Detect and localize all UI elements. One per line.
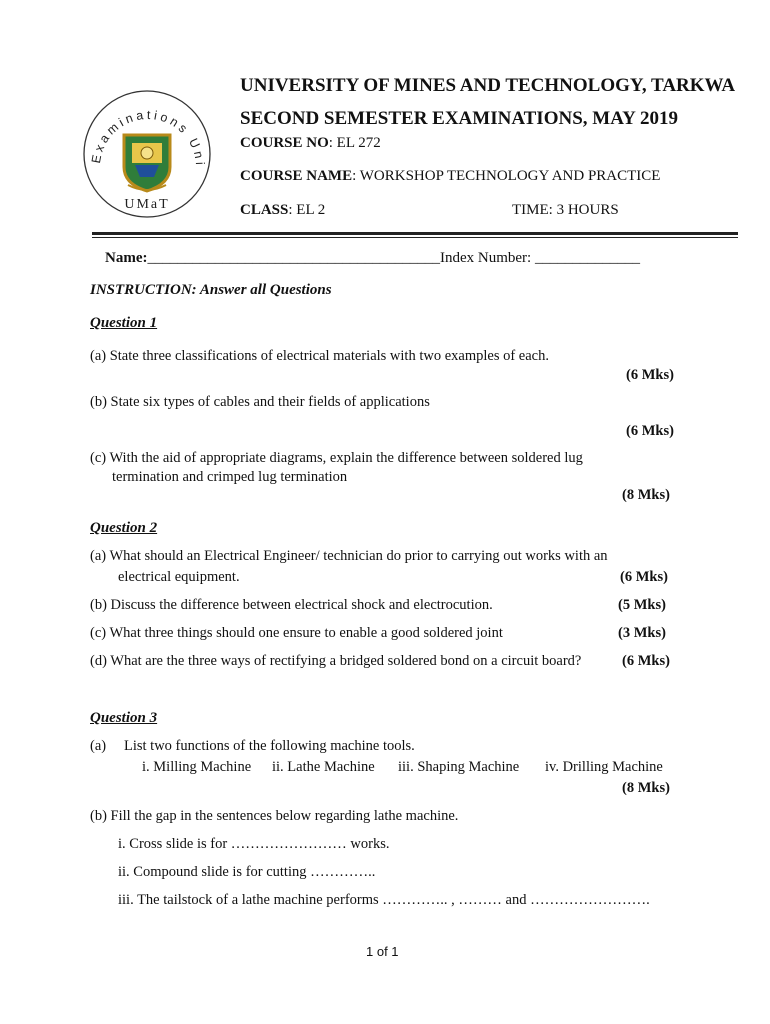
- course-name-label: COURSE NAME: [240, 168, 353, 184]
- time-label: TIME:: [512, 202, 553, 218]
- question-2-title: Question 2: [90, 520, 158, 536]
- q3-b-item-i: i. Cross slide is for …………………… works.: [118, 836, 390, 852]
- instruction: INSTRUCTION: Answer all Questions: [90, 282, 332, 298]
- time-value: 3 HOURS: [556, 202, 619, 218]
- exam-title: SECOND SEMESTER EXAMINATIONS, MAY 2019: [240, 108, 678, 129]
- q3-tool-4: iv. Drilling Machine: [545, 759, 663, 775]
- logo-bottom-text: UMaT: [124, 197, 170, 212]
- course-no-value: : EL 272: [328, 135, 381, 151]
- q2-a-marks: (6 Mks): [620, 569, 668, 585]
- q3-tool-1: i. Milling Machine: [142, 759, 252, 775]
- q1-b-marks: (6 Mks): [626, 423, 674, 439]
- class: [240, 202, 325, 219]
- course-no: [240, 135, 381, 152]
- q2-part-a-line2: electrical equipment.: [118, 569, 240, 585]
- q2-b-marks: (5 Mks): [618, 597, 666, 613]
- question-3-title: Question 3: [90, 710, 158, 726]
- university-title: UNIVERSITY OF MINES AND TECHNOLOGY, TARKWA: [240, 75, 736, 96]
- name-blank: _______________________________________: [147, 250, 440, 266]
- page-number: 1 of 1: [366, 944, 399, 959]
- q2-c-marks: (3 Mks): [618, 625, 666, 641]
- q3-b-item-ii: ii. Compound slide is for cutting …………..: [118, 864, 376, 880]
- q3-a-marks: (8 Mks): [622, 780, 670, 796]
- q3-b-item-iii: iii. The tailstock of a lathe machine performs ………….. , ……… and …………………….: [118, 892, 650, 908]
- course-name: [240, 168, 660, 185]
- q3-tool-3: iii. Shaping Machine: [398, 759, 520, 775]
- header-rule-thick: [92, 232, 738, 235]
- question-1-title: Question 1: [90, 315, 158, 331]
- university-logo: [80, 87, 214, 221]
- index-blank: ______________: [534, 250, 640, 266]
- q2-part-d: (d) What are the three ways of rectifying a bridged soldered bond on a circuit board?: [90, 653, 582, 669]
- q2-part-b: (b) Discuss the difference between electrical shock and electrocution.: [90, 597, 493, 613]
- q3-part-b: (b) Fill the gap in the sentences below regarding lathe machine.: [90, 808, 459, 824]
- name-line: [105, 250, 640, 267]
- q1-part-c-line1: (c) With the aid of appropriate diagrams, explain the difference between soldered lug: [90, 450, 583, 466]
- q1-part-c-line2: termination and crimped lug termination: [112, 469, 348, 485]
- header-rule-thin: [92, 237, 738, 238]
- q1-c-marks: (8 Mks): [622, 487, 670, 503]
- q2-part-c: (c) What three things should one ensure to enable a good soldered joint: [90, 625, 503, 641]
- class-value: : EL 2: [288, 202, 326, 218]
- q1-part-a: (a) State three classifications of electrical materials with two examples of each.: [90, 348, 549, 364]
- q3-part-a: List two functions of the following machine tools.: [124, 738, 415, 754]
- q1-a-marks: (6 Mks): [626, 367, 674, 383]
- q1-part-b: (b) State six types of cables and their fields of applications: [90, 394, 430, 410]
- name-label: Name:: [105, 250, 148, 266]
- logo-arc-text: Examinations Uni: [88, 107, 208, 169]
- q3-tool-2: ii. Lathe Machine: [272, 759, 375, 775]
- course-name-value: : WORKSHOP TECHNOLOGY AND PRACTICE: [352, 168, 661, 184]
- q2-part-a-line1: (a) What should an Electrical Engineer/ technician do prior to carrying out works with an: [90, 548, 608, 564]
- course-no-label: COURSE NO: [240, 135, 329, 151]
- class-label: CLASS: [240, 202, 289, 218]
- q3-a-label: (a): [90, 738, 107, 754]
- q2-d-marks: (6 Mks): [622, 653, 670, 669]
- time: [512, 202, 619, 219]
- index-label: Index Number:: [439, 250, 532, 266]
